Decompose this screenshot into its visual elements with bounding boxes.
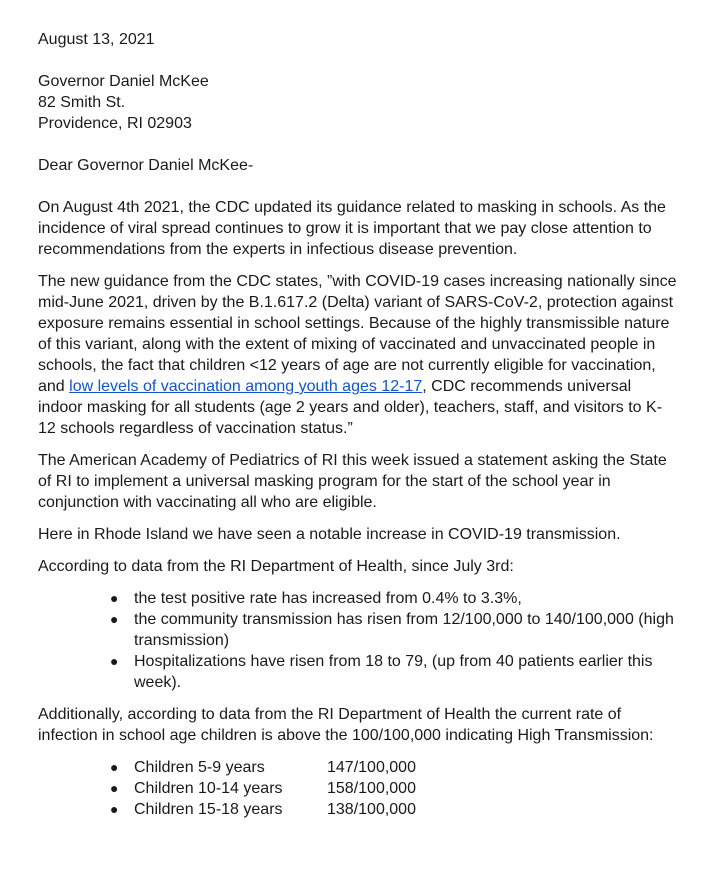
list-item [38,588,678,609]
list-item-text: the community transmission has risen from 12/100,000 to 140/100,000 (high transmission) [134,611,674,649]
bullet-icon: ● [110,780,119,796]
letter-date: August 13, 2021 [38,31,155,48]
salutation: Dear Governor Daniel McKee- [38,157,254,174]
recipient-address [38,71,678,134]
paragraph-aap-statement: The American Academy of Pediatrics of RI this week issued a statement asking the State of RI to implement a universal masking program for the start of the school year in conjunction with vaccinating all who are eligible. [38,452,667,511]
paragraph-school-age-rates: Additionally, according to data from the RI Department of Health the current rate of infection in school age children is above the 100/100,000 indicating High Transmission: [38,706,654,744]
guidance-text-before-link: The new guidance from the CDC states, ”with COVID-19 cases increasing nationally since mid-June 2021, driven by the B.1.617.2 (Delta) variant of SARS-CoV-2, protection against exposure remains essential in school settings. Because of the highly transmissible nature of this variant, along with the extent of mixing of vaccinated and unvaccinated people in schools, the fact that children <12 years of age are not currently eligible for vaccination, and [38,273,677,395]
recipient-street: 82 Smith St. [38,94,126,111]
age-group-rate: 138/100,000 [327,801,416,818]
list-item-text: Hospitalizations have risen from 18 to 79, (up from 40 patients earlier this week). [134,653,653,691]
age-group-rate: 158/100,000 [327,780,416,797]
list-item-text: the test positive rate has increased from 0.4% to 3.3%, [134,590,522,607]
age-group-rate: 147/100,000 [327,759,416,776]
paragraph-ri-data-intro: According to data from the RI Department of Health, since July 3rd: [38,558,514,575]
vaccination-levels-link[interactable]: low levels of vaccination among youth ages 12-17 [69,378,423,395]
age-group-label: Children 15-18 years [134,801,283,818]
guidance-text-after-link: , CDC recommends universal indoor masking for all students (age 2 years and older), teachers, staff, and visitors to K-12 schools regardless of vaccination status.” [38,378,663,437]
transmission-stats-list [38,588,678,693]
bullet-icon: ● [110,759,119,775]
bullet-icon: ● [110,611,119,627]
list-item [38,799,678,820]
recipient-name: Governor Daniel McKee [38,73,209,90]
paragraph-ri-increase: Here in Rhode Island we have seen a notable increase in COVID-19 transmission. [38,526,621,543]
bullet-icon: ● [110,590,119,606]
age-group-label: Children 10-14 years [134,780,283,797]
bullet-icon: ● [110,653,119,669]
letter-page [38,29,678,831]
list-item [38,778,678,799]
bullet-icon: ● [110,801,119,817]
list-item [38,651,678,693]
paragraph-cdc-update: On August 4th 2021, the CDC updated its guidance related to masking in schools. As the incidence of viral spread continues to grow it is important that we pay close attention to recommendations from the experts in infectious disease prevention. [38,199,666,258]
list-item [38,757,678,778]
age-group-label: Children 5-9 years [134,759,265,776]
list-item [38,609,678,651]
recipient-city: Providence, RI 02903 [38,115,192,132]
age-group-rates-list [38,757,678,820]
paragraph-cdc-guidance [38,271,678,439]
